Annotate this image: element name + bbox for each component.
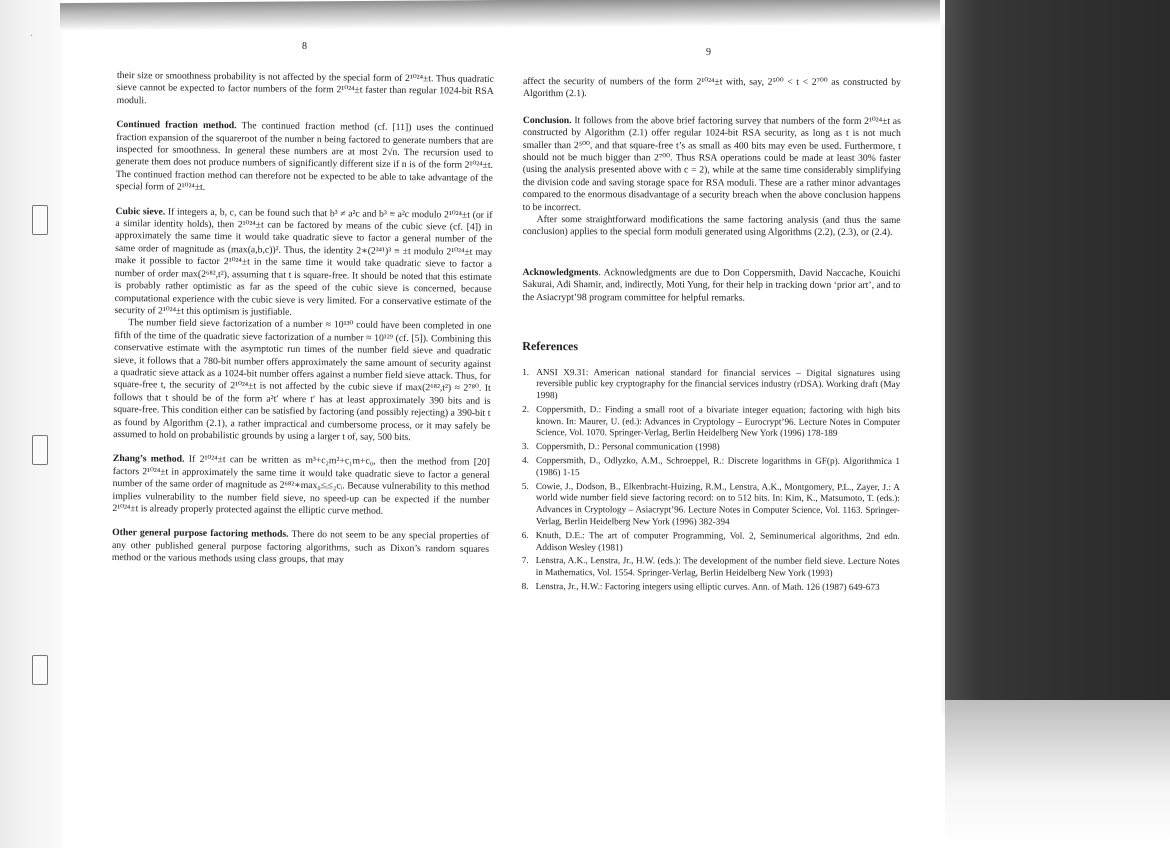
reference-number: 8. — [521, 581, 529, 592]
reference-item — [522, 404, 900, 440]
right-page-column — [522, 76, 901, 596]
references-heading: References — [522, 339, 579, 354]
reference-text: Lenstra, Jr., H.W.: Factoring integers using elliptic curves. Ann. of Math. 126 (1987) 649-673 — [535, 581, 880, 592]
paragraph-body: There do not seem to be any special properties of any other published general purpose factoring algorithms, such as Dixon’s random squares method or the various methods using class groups, that may — [111, 529, 490, 566]
reference-item — [522, 581, 900, 594]
reference-text: Cowie, J., Dodson, B., Elkenbracht-Huizing, R.M., Lenstra, A.K., Montgomery, P.L., Zayer, J.: A world wide number field sieve factoring record: on to 512 bits. In: Kim, K., Matsumoto, T. (eds.): Advances in Cryptology – Asiacrypt’96. Lecture Notes in Computer Science, Vol. 1163. Springer-Verlag, Berlin Heidelberg New York (1996) 382-394 — [535, 480, 900, 527]
paragraph: The number field sieve factorization of a number ≈ 10¹³⁰ could have been completed in one fifth of the time of the quadratic sieve factorization of a number ≈ 10¹²⁹ (cf. [5]). Combining this conservative estimate with the asymptotic run times of the number field sieve and quadratic sieve, it follows that a 780-bit number offers approximately the same amount of security against a quadratic sieve attack as a 1024-bit number offers against a number field sieve attack. Thus, for square-free t, the security of 2¹⁰²⁴±t is not affected by the cubic sieve if max(2⁶⁸²,t²) ≈ 2⁷⁸⁰. It follows that t should be of the form a²t′ where t′ has at least approximately 390 bits and is square-free. This condition either can be satisfied by factoring (and possibly rejecting) a 390-bit t as found by Algorithm (2.1), a rather impractical and cumbersome process, or it may safely be assumed to hold on probabilistic grounds by using a larger t of, say, 500 bits. — [113, 317, 492, 444]
scan-mark: · — [30, 30, 33, 42]
section-heading: Zhang’s method. — [112, 453, 185, 466]
reference-item — [522, 366, 900, 402]
paragraph-continued-fraction — [116, 119, 494, 197]
reference-number: 2. — [522, 403, 530, 414]
reference-text: Coppersmith, D.: Personal communication (1998) — [536, 441, 720, 452]
scan-box — [32, 655, 48, 685]
paragraph: affect the security of numbers of the form 2¹⁰²⁴±t with, say, 2⁵⁰⁰ < t < 2⁷⁰⁰ as constructed by Algorithm (2.1). — [522, 76, 901, 100]
paragraph-body: The continued fraction method (cf. [11]) uses the continued fraction expansion of the squareroot of the number n being factored to generate numbers that are inspected for smoothness. In general these numbers are at most 2√n. The recursion used to generate them does not produce numbers of significantly different size if n is of the form 2¹⁰²⁴±t. The continued fraction method can therefore not be expected to be able to take advantage of the special form of 2¹⁰²⁴±t. — [115, 120, 494, 194]
paragraph-zhang — [112, 453, 490, 519]
section-heading: Acknowledgments — [522, 266, 599, 279]
reference-item — [522, 441, 900, 454]
reference-text: ANSI X9.31: American national standard for financial services – Digital signatures using reversible public key cryptography for the financial services industry (rDSA). Working draft (May 1998) — [536, 366, 901, 401]
reference-number: 7. — [521, 555, 529, 566]
reference-text: Coppersmith, D., Odlyzko, A.M., Schroeppel, R.: Discrete logarithms in GF(p). Algorithmica 1 (1986) 1-15 — [535, 455, 901, 478]
page-number-left: 8 — [302, 41, 307, 52]
section-heading: Other general purpose factoring methods. — [112, 527, 289, 541]
reference-text: Coppersmith, D.: Finding a small root of a bivariate integer equation; factoring with high bits known. In: Maurer, U. (ed.): Advances in Cryptology – Eurocrypt’96. Lecture Notes in Computer Science, Vol. 1070. Springer-Verlag, Berlin Heidelberg New York (1996) 178-189 — [536, 403, 901, 439]
reference-item — [522, 555, 900, 580]
reference-number: 4. — [521, 455, 529, 466]
section-heading: Continued fraction method. — [116, 119, 237, 132]
paragraph-cubic-sieve — [114, 206, 492, 322]
paragraph-body: If integers a, b, c, can be found such that b³ ≠ a²c and b³ ≡ a²c modulo 2¹⁰²⁴±t (or if a similar identity holds), then 2¹⁰²⁴±t can be factored by means of the cubic sieve (cf. [4]) in approximately the same time it would take quadratic sieve to factor a general number of the same order of magnitude as (max(a,b,c))². Thus, the identity 2∗(2³⁴¹)³ ≡ ±t modulo 2¹⁰²⁴±t may make it possible to factor 2¹⁰²⁴±t in the same time it would take quadratic sieve to factor a number of order max(2⁶⁸²,t²), assuming that t is square-free. It should be noted that this estimate is probably rather optimistic as far as the speed of the cubic sieve is concerned, because computational experience with the cubic sieve is very limited. For a conservative estimate of the security of 2¹⁰²⁴±t this optimism is justifiable. — [114, 206, 493, 318]
reference-text: Lenstra, A.K., Lenstra, Jr., H.W. (eds.): The development of the number field sieve. Lecture Notes in Mathematics, Vol. 1554. Springer-Verlag, Berlin Heidelberg New York (1993) — [535, 555, 900, 579]
section-heading: Cubic sieve. — [115, 205, 166, 218]
reference-number: 1. — [522, 366, 530, 377]
scan-right-lower — [945, 700, 1170, 848]
paragraph-body: It follows from the above brief factoring survey that numbers of the form 2¹⁰²⁴±t as constructed by Algorithm (2.1) offer regular 1024-bit RSA security, as long as t is not much smaller than 2⁵⁰⁰, and that square-free t’s as small as 400 bits may even be used. Furthermore, t should not be much bigger than 2⁷⁰⁰. Thus RSA operations could be made at least 30% faster (using the analysis presented above with c = 2), while at the same time considerably simplifying the division code and saving storage space for RSA moduli. These are a rather minor advantages compared to the enormous disadvantage of a security breach when the above conclusion happens to be incorrect. — [522, 114, 901, 213]
reference-number: 3. — [522, 441, 529, 452]
paragraph: their size or smoothness probability is not affected by the special form of 2¹⁰²⁴±t. Thus quadratic sieve cannot be expected to factor numbers of the form 2¹⁰²⁴±t faster than regular 1024-bit RSA moduli. — [116, 70, 494, 107]
paragraph-body: . Acknowledgments are due to Don Coppersmith, David Naccache, Kouichi Sakurai, Adi Shamir, and, indirectly, Moti Yung, for their help in tracking down ‘prior art’, and to the Asiacrypt’98 program committee for helpful remarks. — [522, 267, 901, 304]
paragraph-body: If 2¹⁰²⁴±t can be written as m³+c₂m²+c₁m+c₀, then the method from [20] factors 2¹⁰²⁴±t in approximately the same time it would take quadratic sieve to factor a general number of the same order of magnitude as 2⁶⁸²∗max₀≤ᵢ≤₂cᵢ. Because vulnerability to this method implies vulnerability to the number field sieve, no speed-up can be expected if the number 2¹⁰²⁴±t is already properly protected against the elliptic curve method. — [112, 454, 490, 517]
paragraph-other-methods — [112, 527, 489, 568]
left-page-column — [112, 70, 494, 581]
reference-item — [522, 530, 900, 555]
references-list — [522, 366, 901, 593]
paragraph-conclusion — [523, 115, 901, 215]
scan-top-shadow — [60, 0, 940, 31]
scan-box — [32, 205, 48, 235]
reference-text: Knuth, D.E.: The art of computer Programming, Vol. 2, Seminumerical algorithms, 2nd edn. Addison Wesley (1981) — [535, 529, 900, 552]
scan-box — [32, 435, 48, 465]
page-number-right: 9 — [706, 47, 711, 58]
reference-item — [522, 455, 900, 480]
scan-right-shadow — [945, 0, 1170, 720]
reference-number: 6. — [521, 529, 529, 540]
scan-left-margin — [0, 0, 62, 848]
paragraph: After some straightforward modifications the same factoring analysis (and thus the same conclusion) applies to the special form moduli generated using Algorithms (2.2), (2.3), or (2.4). — [522, 214, 901, 239]
section-heading: Conclusion. — [522, 114, 572, 126]
reference-number: 5. — [521, 480, 529, 491]
reference-item — [522, 481, 900, 529]
paragraph-acknowledgments — [522, 267, 900, 305]
